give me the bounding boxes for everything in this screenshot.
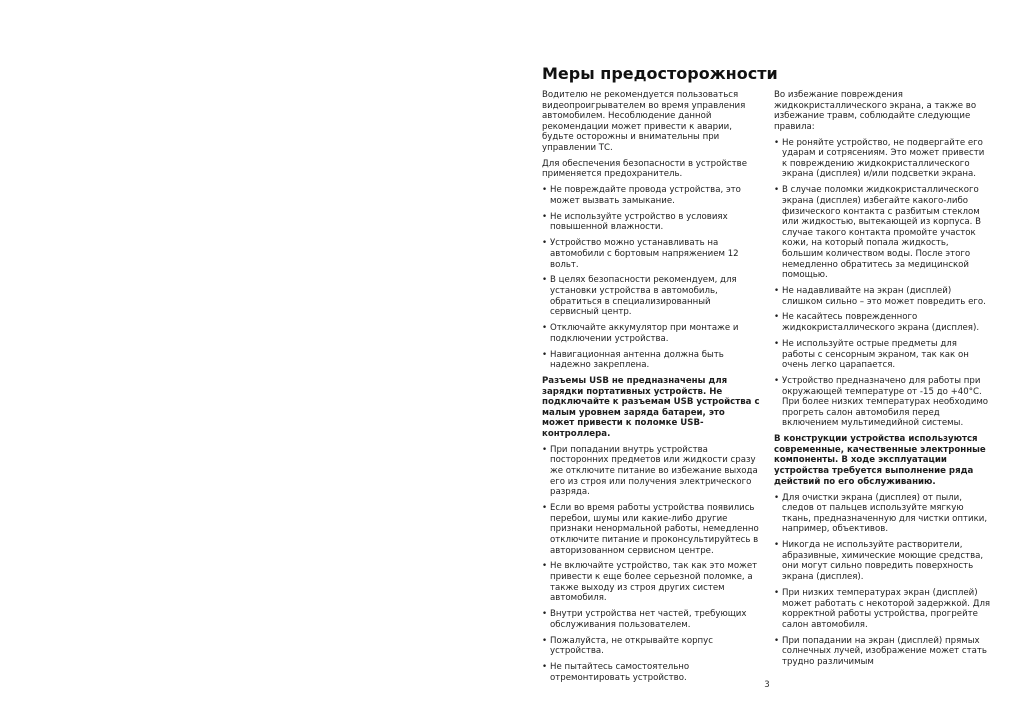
list-item: • Не роняйте устройство, не подвергайте его ударам и сотрясениям. Это может привести к повреждению жидкокристаллического экрана (дисплея) и/или подсветки экрана. <box>774 137 985 180</box>
bullet-icon: • <box>542 444 548 455</box>
bullet-icon: • <box>542 211 548 222</box>
left-column <box>542 90 760 689</box>
list-item: • Не повреждайте провода устройства, это может вызвать замыкание. <box>542 185 741 206</box>
bullet-icon: • <box>774 376 780 387</box>
bullet-icon: • <box>774 185 780 196</box>
bullet-icon: • <box>774 285 780 296</box>
list-item: • При попадании на экран (дисплей) прямых солнечных лучей, изображение может стать трудно различимым <box>774 635 987 667</box>
list-item: • Не пытайтесь самостоятельно отремонтировать устройство. <box>542 662 690 683</box>
bullet-icon: • <box>542 662 548 673</box>
left-intro-paragraph-2: Для обеспечения безопасности в устройстве применяется предохранитель. <box>542 158 747 180</box>
bullet-icon: • <box>774 540 780 551</box>
bullet-icon: • <box>542 238 548 249</box>
list-item: • При низких температурах экран (дисплей) может работать с некоторой задержкой. Для корректной работы устройства, прогрейте салон автомобиля. <box>774 587 991 630</box>
bullet-icon: • <box>542 503 548 514</box>
list-item: • Не используйте острые предметы для работы с сенсорным экраном, так как он очень легко царапается. <box>774 338 969 371</box>
list-item: • Внутри устройства нет частей, требующих обслуживания пользователем. <box>542 609 747 630</box>
right-bullet-list-2 <box>774 493 992 668</box>
left-intro-paragraph-1: Водителю не рекомендуется пользоваться видеопроигрывателем во время управления автомобилем. Несоблюдение данной рекомендации может привести к аварии, будьте осторожны и внимательны при управлении ТС. <box>542 90 746 153</box>
bullet-icon: • <box>542 275 548 286</box>
list-item: • Пожалуйста, не открывайте корпус устройства. <box>542 635 713 657</box>
bullet-icon: • <box>542 561 548 572</box>
bullet-icon: • <box>774 635 780 646</box>
list-item: • Если во время работы устройства появились перебои, шумы или какие-либо другие признаки ненормальной работы, немедленно отключите питание и проконсультируйтесь в авторизованном сервисном центре. <box>542 503 759 556</box>
left-bullet-list-1 <box>542 185 760 370</box>
bullet-icon: • <box>542 323 548 334</box>
bullet-icon: • <box>542 609 548 620</box>
list-item: • В случае поломки жидкокристаллического экрана (дисплея) избегайте какого-либо физического контакта с разбитым стеклом или жидкостью, вытекающей из корпуса. В случае такого контакта промойте участок кожи, на который попала жидкость, большим количеством воды. После этого немедленно обратитесь за медицинской помощью. <box>774 185 981 281</box>
list-item: • Не включайте устройство, так как это может привести к еще более серьезной поломке, а также выходу из строя других систем автомобиля. <box>542 561 758 604</box>
list-item: • Не касайтесь поврежденного жидкокристаллического экрана (дисплея). <box>774 312 980 334</box>
list-item: • Устройство предназначено для работы при окружающей температуре от -15 до +40°С. При более низких температурах необходимо прогреть салон автомобиля перед включением мультимедийной системы. <box>774 376 989 429</box>
page-title: Меры предосторожности <box>542 64 778 83</box>
left-bullet-list-2 <box>542 445 760 683</box>
bullet-icon: • <box>774 587 780 598</box>
right-bullet-list-1 <box>774 138 992 429</box>
list-item: • При попадании внутрь устройства посторонних предметов или жидкости сразу же отключите питание во избежание выхода его из строя или получения электрического разряда. <box>542 444 758 498</box>
usb-warning: Разъемы USB не предназначены для зарядки портативных устройств. Не подключайте к разъемам USB устройства с малым уровнем заряда батареи, это может привести к поломке USB-контроллера. <box>542 376 760 439</box>
page-number: 3 <box>764 680 770 690</box>
bullet-icon: • <box>542 635 548 646</box>
list-item: • В целях безопасности рекомендуем, для установки устройства в автомобиль, обратиться в специализированный сервисный центр. <box>542 275 737 318</box>
bullet-icon: • <box>774 338 780 349</box>
list-item: • Не надавливайте на экран (дисплей) слишком сильно – это может повредить его. <box>774 285 986 307</box>
right-intro-paragraph: Во избежание повреждения жидкокристаллического экрана, а также во избежание травм, соблюдайте следующие правила: <box>774 90 977 132</box>
bullet-icon: • <box>774 137 780 148</box>
list-item: • Не используйте устройство в условиях повышенной влажности. <box>542 211 728 233</box>
bullet-icon: • <box>774 312 780 323</box>
maintenance-notice: В конструкции устройства используются современные, качественные электронные компоненты. В ходе эксплуатации устройства требуется выполнение ряда действий по его обслуживанию. <box>774 434 986 487</box>
list-item: • Устройство можно устанавливать на автомобили с бортовым напряжением 12 вольт. <box>542 238 739 270</box>
bullet-icon: • <box>542 349 548 360</box>
list-item: • Навигационная антенна должна быть надежно закреплена. <box>542 349 724 371</box>
list-item: • Для очистки экрана (дисплея) от пыли, следов от пальцев используйте мягкую ткань, предназначенную для чистки оптики, например, объективов. <box>774 492 988 535</box>
list-item: • Отключайте аккумулятор при монтаже и подключении устройства. <box>542 323 739 344</box>
bullet-icon: • <box>774 492 780 503</box>
list-item: • Никогда не используйте растворители, абразивные, химические моющие средства, они могут сильно повредить поверхность экрана (дисплея). <box>774 540 984 583</box>
right-column <box>774 90 992 673</box>
bullet-icon: • <box>542 185 548 196</box>
